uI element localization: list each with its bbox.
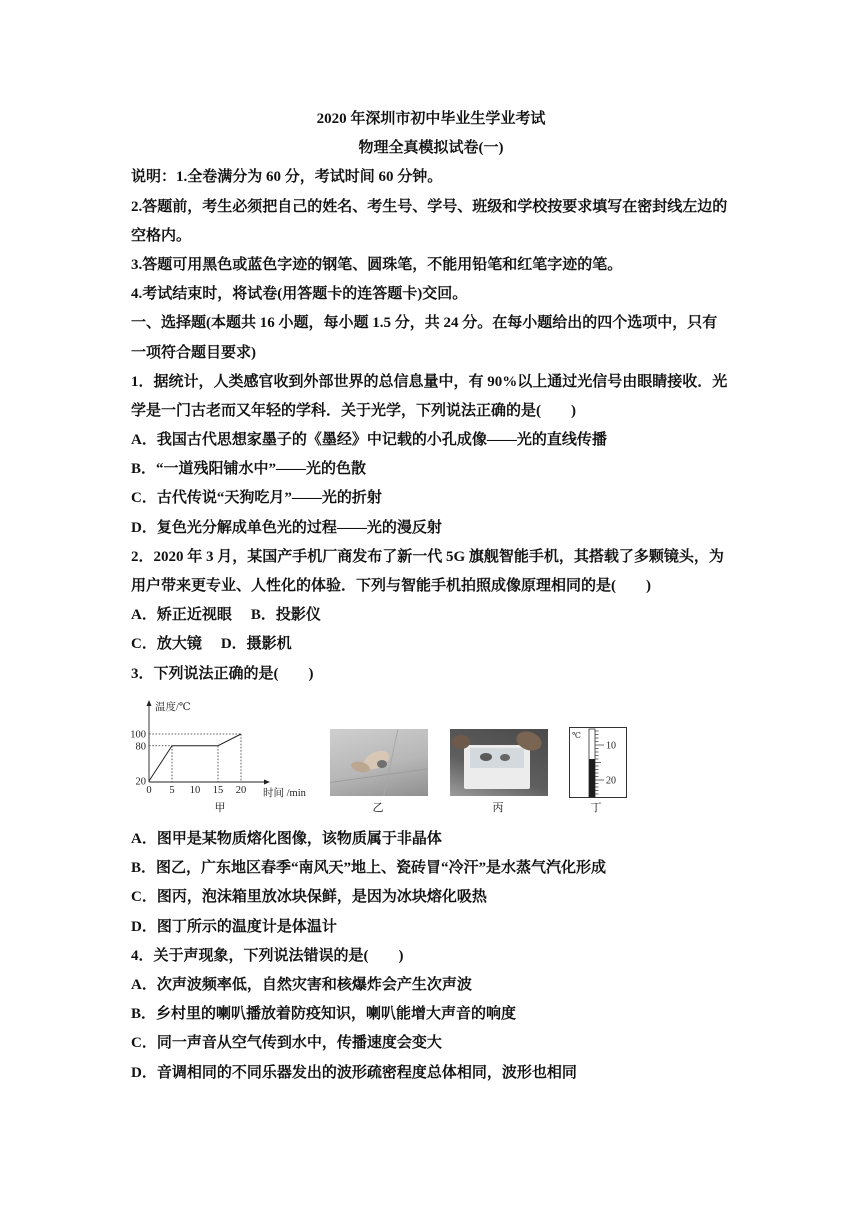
question-2-options-row — [131, 630, 731, 659]
question-1-stem: 学是一门古老而又年轻的学科．关于光学，下列说法正确的是( ) — [131, 402, 576, 419]
question-1-option-c: C．古代传说“天狗吃月”——光的折射 — [131, 490, 382, 507]
y-axis-arrow — [147, 700, 152, 706]
question-2-option-c: C．放大镜 — [131, 636, 202, 653]
object-shape — [480, 753, 492, 761]
object-shape — [500, 754, 510, 761]
exam-body-top — [131, 105, 731, 689]
figure-jia-chart — [125, 697, 315, 801]
section-heading: 一、选择题(本题共 16 小题，每小题 1.5 分，共 24 分。在每小题给出的四个选项中，只有 — [131, 315, 718, 332]
figure-ding-caption: 丁 — [590, 802, 602, 814]
question-3-option-b: B．图乙，广东地区春季“南风天”地上、瓷砖冒“冷汗”是水蒸气汽化形成 — [131, 860, 607, 877]
ice-block — [470, 748, 524, 768]
figure-bing-caption: 丙 — [492, 802, 504, 814]
question-2-option-d: D．摄影机 — [220, 636, 292, 653]
question-4-option-b: B．乡村里的喇叭播放着防疫知识，喇叭能增大声音的响度 — [131, 1006, 517, 1023]
object-shape — [377, 760, 387, 768]
figure-bing-photo — [450, 729, 548, 796]
x-tick-label: 5 — [169, 785, 175, 796]
question-3-option-d: D．图丁所示的温度计是体温计 — [131, 918, 337, 935]
x-tick-label: 0 — [146, 785, 152, 796]
instruction-line: 4.考试结束时，将试卷(用答题卡的连答题卡)交回。 — [131, 286, 468, 303]
hand-shape — [452, 735, 470, 749]
instruction-line: 说明：1.全卷满分为 60 分，考试时间 60 分钟。 — [131, 169, 443, 186]
question-2-stem: 用户带来更专业、人性化的体验．下列与智能手机拍照成像原理相同的是( ) — [131, 578, 651, 594]
x-tick-label: 20 — [235, 785, 247, 796]
x-tick-label: 10 — [189, 785, 201, 796]
question-2-option-a: A．矫正近视眼 — [131, 607, 232, 624]
instruction-line: 3.答题可用黑色或蓝色字迹的钢笔、圆珠笔，不能用铅笔和红笔字迹的笔。 — [131, 256, 623, 273]
question-1-option-a: A．我国古代思想家墨子的《墨经》中记载的小孔成像——光的直线传播 — [131, 432, 607, 449]
question-2-stem: 2．2020 年 3 月，某国产手机厂商发布了新一代 5G 旗舰智能手机，其搭载了多颗镜头，为 — [131, 548, 724, 565]
tile-seam — [330, 767, 428, 783]
question-4-stem: 4．关于声现象，下列说法错误的是( ) — [131, 947, 404, 964]
y-tick-label: 20 — [135, 776, 146, 788]
figure-yi-caption: 乙 — [372, 802, 384, 814]
x-tick-label: 15 — [212, 785, 224, 796]
question-3-stem: 3．下列说法正确的是( ) — [131, 665, 314, 682]
thermometer-unit: ℃ — [572, 731, 581, 740]
question-1-stem: 1．据统计，人类感官收到外部世界的总信息量中，有 90%以上通过光信号由眼睛接收．光 — [131, 373, 728, 390]
exam-title: 2020 年深圳市初中毕业生学业考试 — [316, 111, 546, 127]
section-heading: 一项符合题目要求) — [131, 344, 256, 361]
y-axis-label: 温度/℃ — [155, 702, 191, 713]
question-2-options-row — [131, 601, 731, 630]
question-4-option-a: A．次声波频率低，自然灾害和核爆炸会产生次声波 — [131, 976, 472, 993]
exam-subtitle: 物理全真模拟试卷(一) — [358, 140, 504, 157]
question-2-option-b: B．投影仪 — [250, 607, 321, 624]
question-3-option-a: A．图甲是某物质熔化图像，该物质属于非晶体 — [131, 831, 442, 847]
instruction-line: 空格内。 — [131, 227, 192, 244]
x-axis-label: 时间 /min — [263, 788, 306, 799]
figure-ding-thermometer — [568, 726, 628, 799]
question-4-option-d: D．音调相同的不同乐器发出的波形疏密程度总体相同，波形也相同 — [131, 1064, 577, 1081]
y-tick-label: 80 — [135, 741, 146, 753]
thermometer-scale-label: 20 — [606, 775, 616, 787]
x-axis-arrow — [264, 780, 270, 785]
thermometer-liquid — [589, 759, 595, 797]
figure-jia-caption: 甲 — [214, 802, 226, 814]
instruction-line: 2.答题前，考生必须把自己的姓名、考生号、学号、班级和学校按要求填写在密封线左边的 — [131, 198, 728, 215]
thermometer-scale-label: 10 — [606, 740, 616, 752]
question-1-option-b: B．“一道残阳铺水中”——光的色散 — [131, 461, 367, 478]
y-tick-label: 100 — [130, 729, 146, 741]
question-1-option-d: D．复色光分解成单色光的过程——光的漫反射 — [131, 519, 442, 536]
question-3-option-c: C．图丙，泡沫箱里放冰块保鲜，是因为冰块熔化吸热 — [131, 889, 487, 906]
exam-body-bottom — [131, 825, 731, 1088]
question-4-option-c: C．同一声音从空气传到水中，传播速度会变大 — [131, 1035, 442, 1052]
series-line — [149, 734, 241, 781]
figure-yi-photo — [330, 729, 428, 796]
